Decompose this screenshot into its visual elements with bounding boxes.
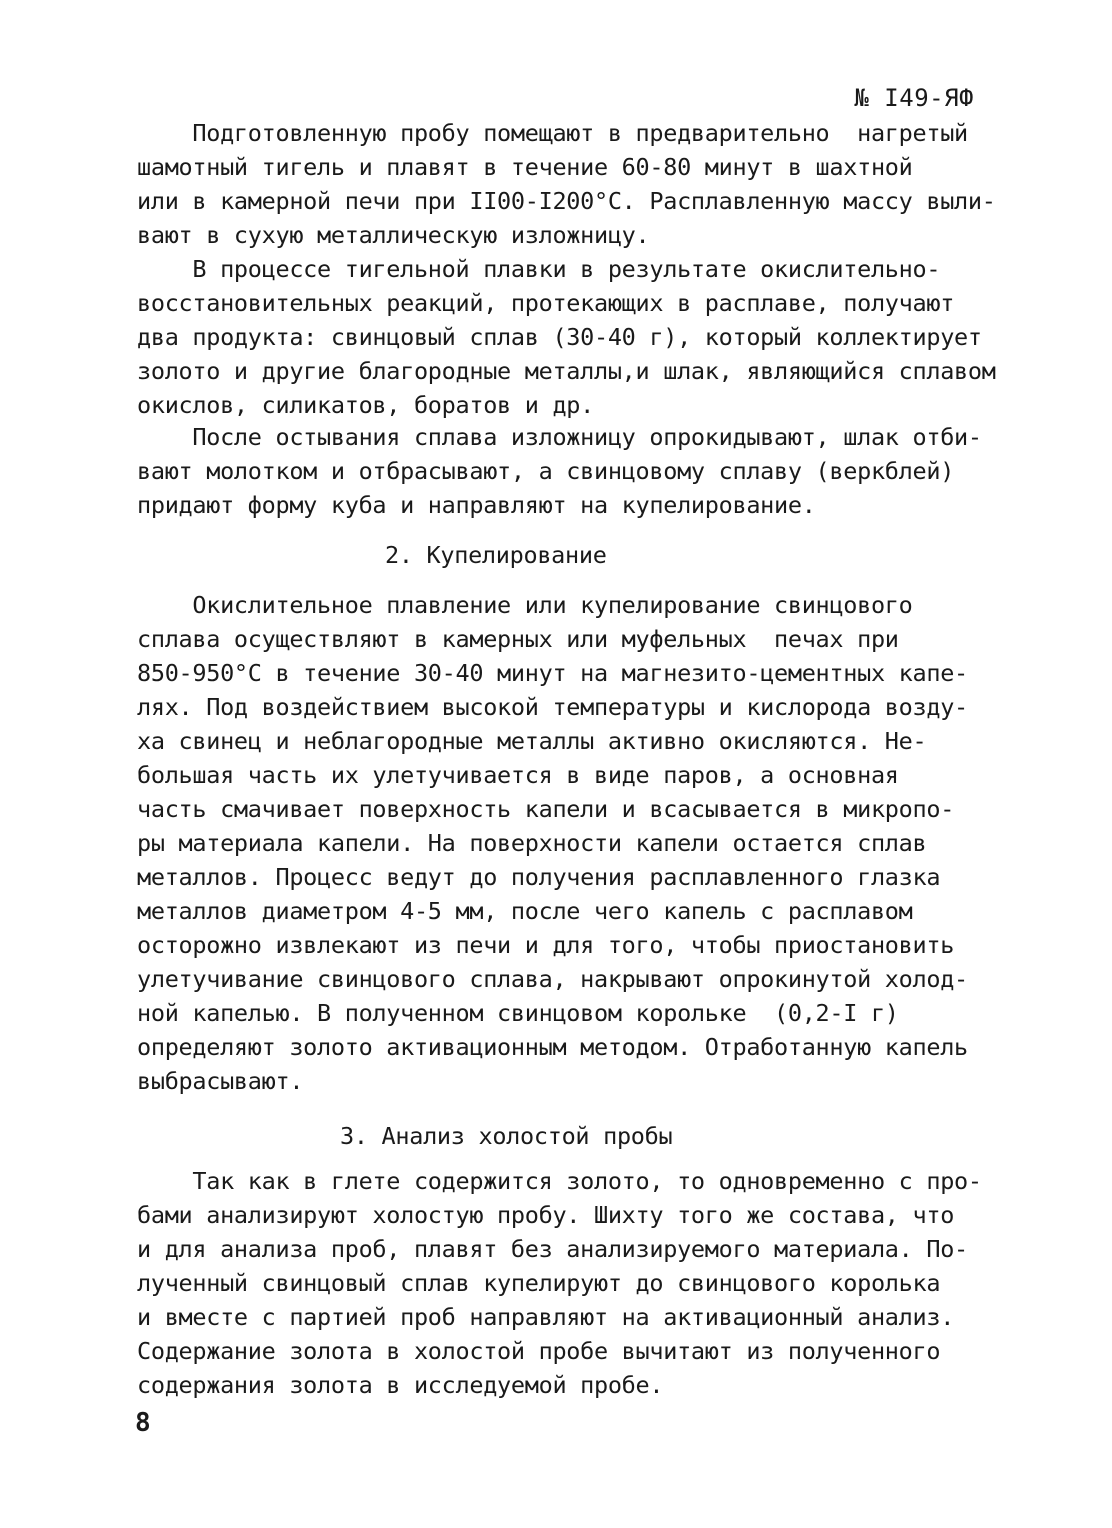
text-line: сплава осуществляют в камерных или муфельных печах при: [137, 625, 899, 653]
text-line: Содержание золота в холостой пробе вычитают из полученного: [137, 1337, 941, 1365]
text-line: 850-950°С в течение 30-40 минут на магнезито-цементных капе-: [137, 659, 968, 687]
text-line: окислов, силикатов, боратов и др.: [137, 391, 594, 419]
text-line: В процессе тигельной плавки в результате окислительно-: [137, 255, 941, 283]
text-line: бами анализируют холостую пробу. Шихту того же состава, что: [137, 1201, 955, 1229]
section-heading-blank-sample: 3. Анализ холостой пробы: [340, 1122, 673, 1150]
text-line: или в камерной печи при II00-I200°С. Расплавленную массу выли-: [137, 187, 996, 215]
text-line: ры материала капели. На поверхности капели остается сплав: [137, 829, 927, 857]
page-number: 8: [135, 1408, 151, 1438]
text-line: вают в сухую металлическую изложницу.: [137, 221, 650, 249]
text-line: улетучивание свинцового сплава, накрывают опрокинутой холод-: [137, 965, 968, 993]
paragraph-cupellation: [137, 588, 1007, 1098]
text-line: и для анализа проб, плавят без анализируемого материала. По-: [137, 1235, 968, 1263]
text-line: большая часть их улетучивается в виде паров, а основная: [137, 761, 899, 789]
text-line: лученный свинцовый сплав купелируют до свинцового королька: [137, 1269, 941, 1297]
text-line: ной капелью. В полученном свинцовом корольке (0,2-I г): [137, 999, 899, 1027]
text-line: металлов диаметром 4-5 мм, после чего капель с расплавом: [137, 897, 913, 925]
paragraph-crucible-melting: [137, 116, 1007, 252]
text-line: ха свинец и неблагородные металлы активно окисляются. Не-: [137, 727, 927, 755]
paragraph-blank-sample: [137, 1164, 1007, 1402]
text-line: и вместе с партией проб направляют на активационный анализ.: [137, 1303, 955, 1331]
text-line: Окислительное плавление или купелирование свинцового: [137, 591, 913, 619]
text-line: металлов. Процесс ведут до получения расплавленного глазка: [137, 863, 941, 891]
text-line: вают молотком и отбрасывают, а свинцовому сплаву (веркблей): [137, 457, 955, 485]
text-line: определяют золото активационным методом. Отработанную капель: [137, 1033, 968, 1061]
paragraph-reactions: [137, 252, 1007, 422]
text-line: лях. Под воздействием высокой температуры и кислорода возду-: [137, 693, 968, 721]
text-line: Подготовленную пробу помещают в предварительно нагретый: [137, 119, 968, 147]
section-heading-cupellation: 2. Купелирование: [385, 541, 607, 569]
text-line: осторожно извлекают из печи и для того, чтобы приостановить: [137, 931, 955, 959]
paragraph-cooling: [137, 420, 1007, 522]
text-line: Так как в глете содержится золото, то одновременно с про-: [137, 1167, 982, 1195]
text-line: часть смачивает поверхность капели и всасывается в микропо-: [137, 795, 955, 823]
document-number: № I49-ЯФ: [854, 84, 974, 112]
text-line: два продукта: свинцовый сплав (30-40 г), который коллектирует: [137, 323, 982, 351]
text-line: золото и другие благородные металлы,и шлак, являющийся сплавом: [137, 357, 996, 385]
text-line: придают форму куба и направляют на купелирование.: [137, 491, 816, 519]
text-line: восстановительных реакций, протекающих в расплаве, получают: [137, 289, 955, 317]
text-line: содержания золота в исследуемой пробе.: [137, 1371, 664, 1399]
text-line: выбрасывают.: [137, 1067, 304, 1095]
text-line: После остывания сплава изложницу опрокидывают, шлак отби-: [137, 423, 982, 451]
text-line: шамотный тигель и плавят в течение 60-80 минут в шахтной: [137, 153, 913, 181]
